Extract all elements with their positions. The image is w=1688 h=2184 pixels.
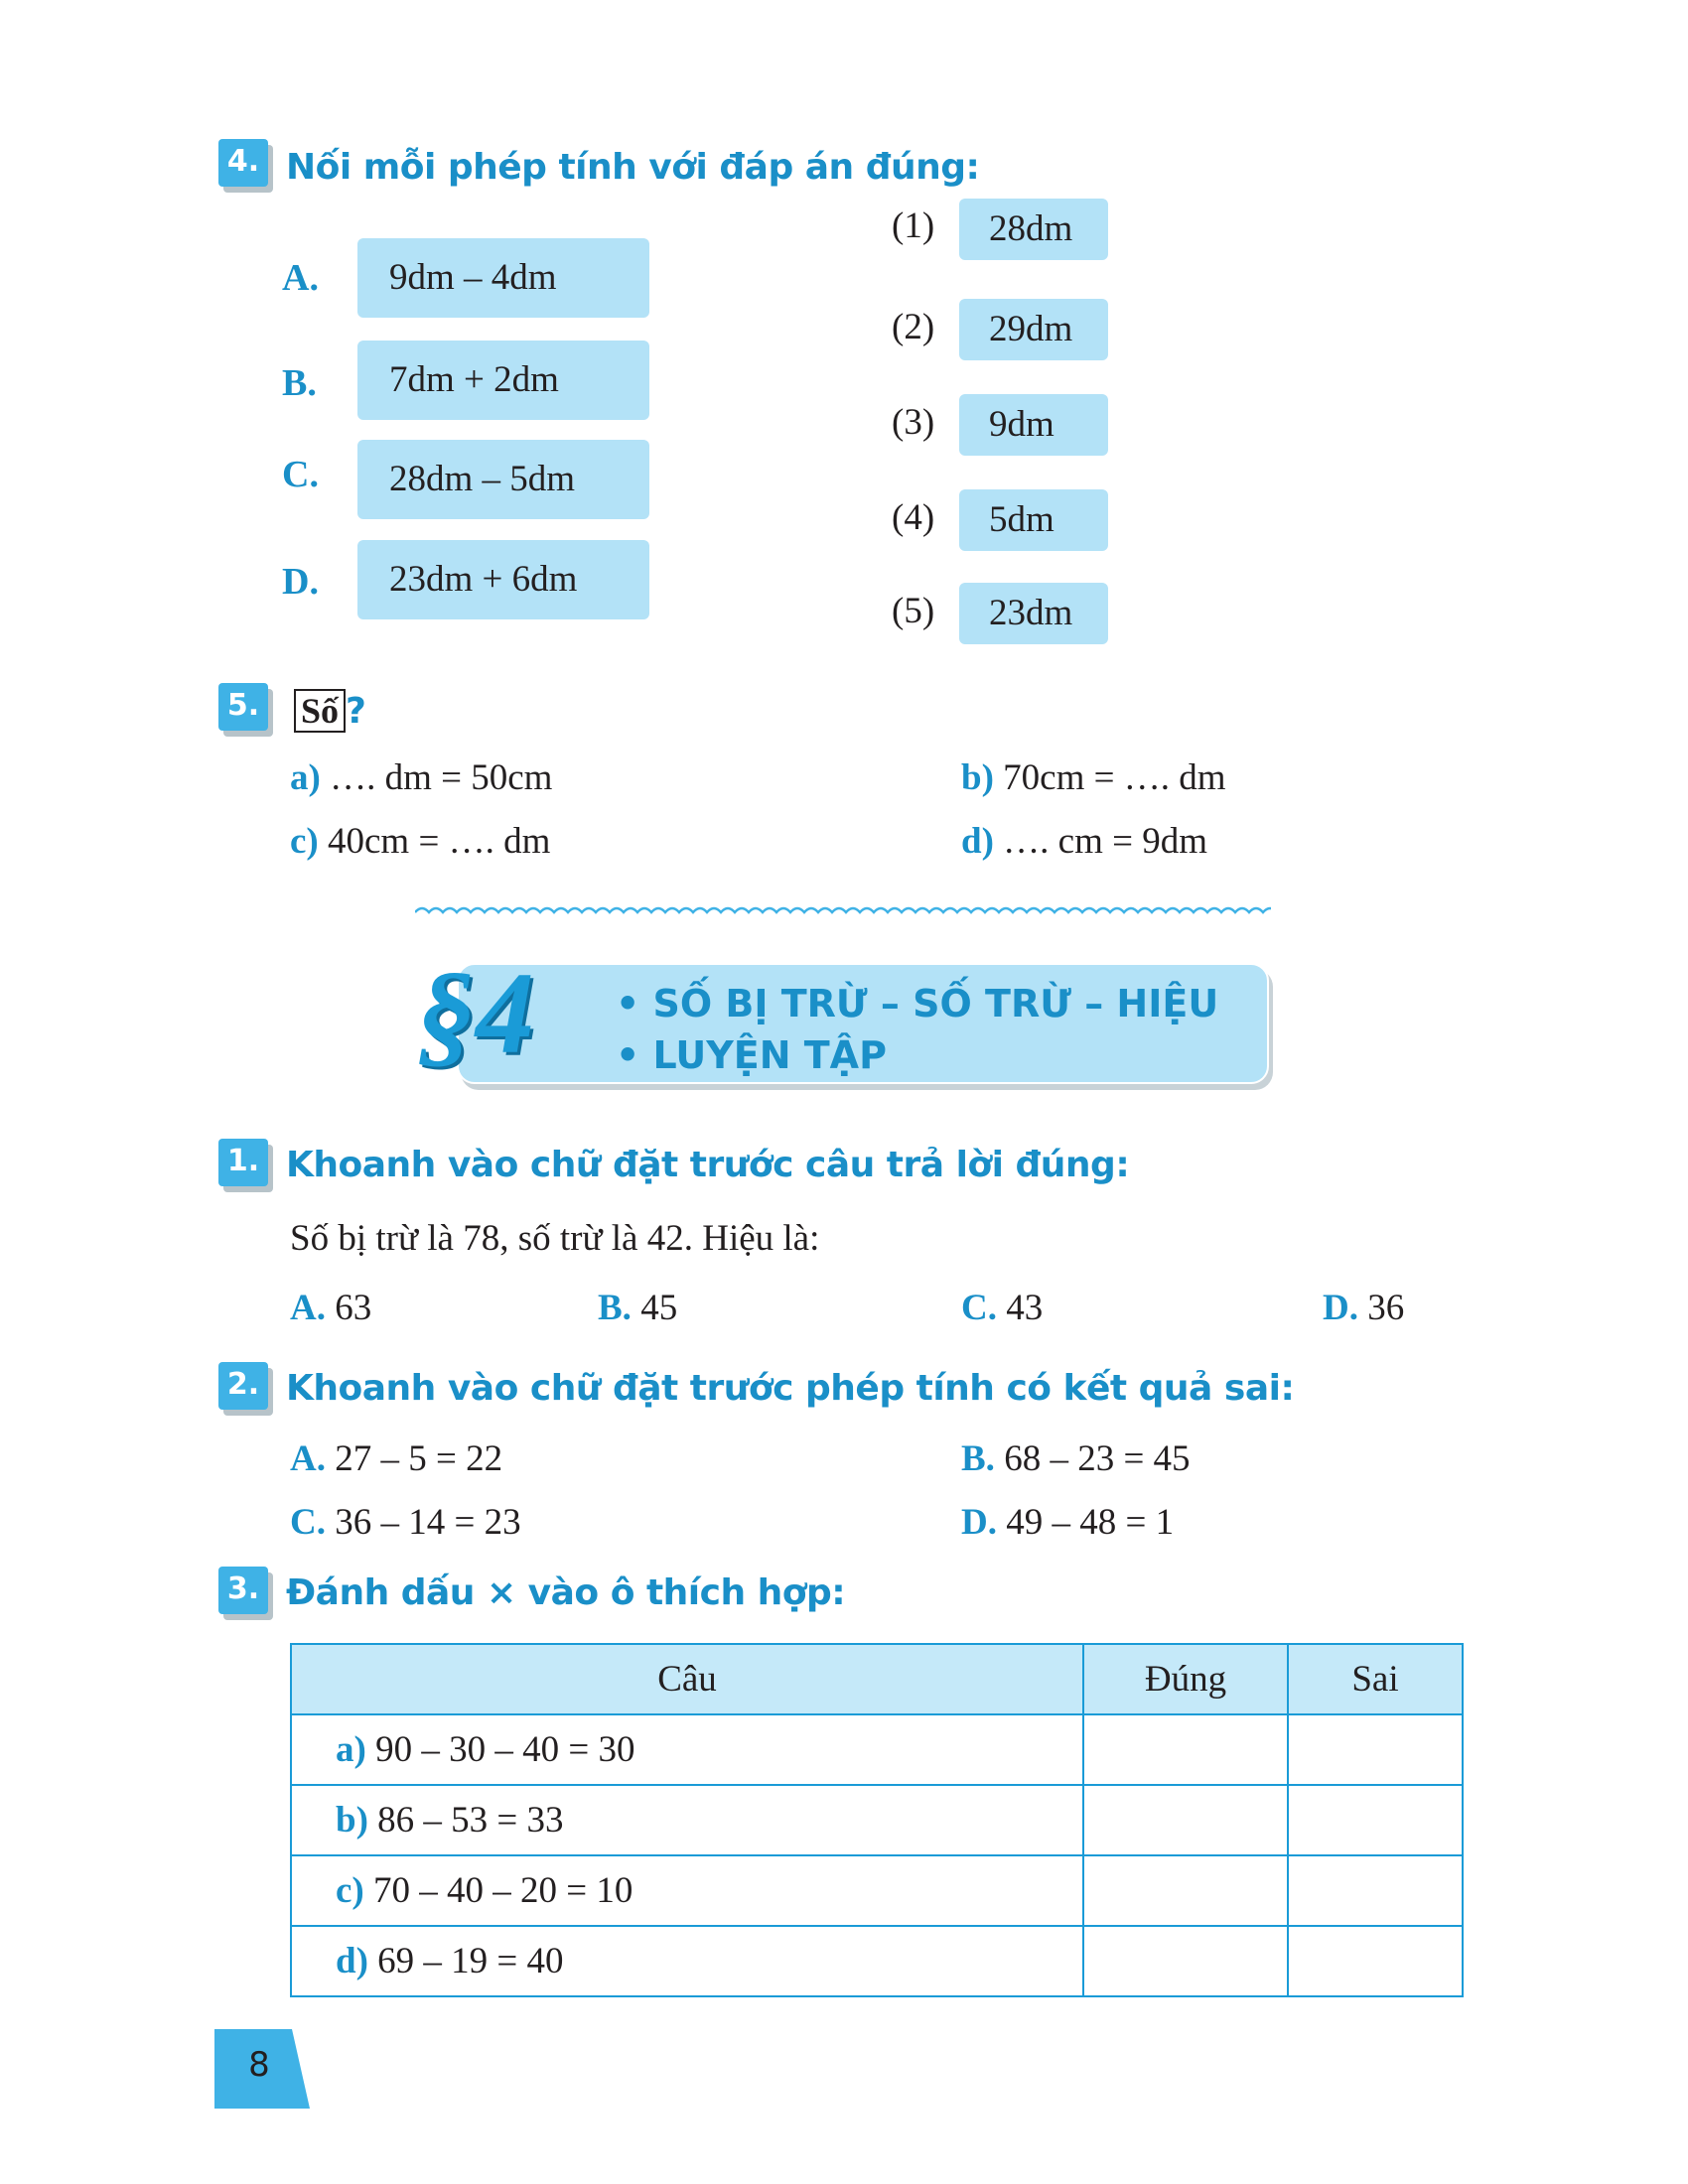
q1-option-b[interactable]: B. 45 bbox=[598, 1288, 678, 1328]
answer-box-4[interactable]: 5dm bbox=[959, 489, 1108, 551]
answer-box-3[interactable]: 9dm bbox=[959, 394, 1108, 456]
exercise-5-number: 5. bbox=[218, 683, 268, 731]
exercise-4-title: Nối mỗi phép tính với đáp án đúng: bbox=[286, 147, 980, 188]
expression-box-a[interactable]: 9dm – 4dm bbox=[357, 238, 649, 318]
fill-item-b: b) 70cm = …. dm bbox=[961, 757, 1226, 798]
answer-index-5: (5) bbox=[892, 591, 935, 631]
q2-option-c[interactable]: C. 36 – 14 = 23 bbox=[290, 1502, 521, 1543]
question-3-title: Đánh dấu × vào ô thích hợp: bbox=[286, 1572, 846, 1613]
q1-option-d[interactable]: D. 36 bbox=[1323, 1288, 1405, 1328]
header-cau: Câu bbox=[291, 1644, 1083, 1714]
row-question: d) 69 – 19 = 40 bbox=[291, 1926, 1083, 1996]
section-title-line-1: • SỐ BỊ TRỪ – SỐ TRỪ – HIỆU bbox=[616, 982, 1219, 1025]
cell-dung[interactable] bbox=[1083, 1714, 1288, 1785]
question-1-title: Khoanh vào chữ đặt trước câu trả lời đúng: bbox=[286, 1145, 1130, 1185]
cell-dung[interactable] bbox=[1083, 1926, 1288, 1996]
table-row bbox=[291, 1855, 1463, 1926]
fill-item-c: c) 40cm = …. dm bbox=[290, 821, 551, 862]
answer-index-2: (2) bbox=[892, 307, 935, 347]
q1-option-a[interactable]: A. 63 bbox=[290, 1288, 372, 1328]
section-title-line-2: • LUYỆN TẬP bbox=[616, 1033, 887, 1077]
answer-box-5[interactable]: 23dm bbox=[959, 583, 1108, 644]
q2-option-a[interactable]: A. 27 – 5 = 22 bbox=[290, 1438, 503, 1479]
option-letter-c: C. bbox=[282, 454, 319, 495]
question-1-number: 1. bbox=[218, 1139, 268, 1186]
expression-box-c[interactable]: 28dm – 5dm bbox=[357, 440, 649, 519]
cell-sai[interactable] bbox=[1288, 1714, 1463, 1785]
answer-index-3: (3) bbox=[892, 402, 935, 443]
q2-option-d[interactable]: D. 49 – 48 = 1 bbox=[961, 1502, 1175, 1543]
table-row bbox=[291, 1714, 1463, 1785]
answer-index-4: (4) bbox=[892, 497, 935, 538]
q1-option-c[interactable]: C. 43 bbox=[961, 1288, 1044, 1328]
boxed-word: Số bbox=[294, 689, 346, 733]
table-row bbox=[291, 1785, 1463, 1855]
header-dung: Đúng bbox=[1083, 1644, 1288, 1714]
table-header-row bbox=[291, 1644, 1463, 1714]
option-letter-b: B. bbox=[282, 362, 317, 404]
answer-box-1[interactable]: 28dm bbox=[959, 199, 1108, 260]
row-question: b) 86 – 53 = 33 bbox=[291, 1785, 1083, 1855]
expression-box-d[interactable]: 23dm + 6dm bbox=[357, 540, 649, 619]
answer-table bbox=[290, 1643, 1464, 1997]
header-sai: Sai bbox=[1288, 1644, 1463, 1714]
question-1-stem: Số bị trừ là 78, số trừ là 42. Hiệu là: bbox=[290, 1218, 820, 1259]
cell-sai[interactable] bbox=[1288, 1785, 1463, 1855]
question-mark: ? bbox=[346, 691, 366, 732]
cell-sai[interactable] bbox=[1288, 1855, 1463, 1926]
table-row bbox=[291, 1926, 1463, 1996]
answer-box-2[interactable]: 29dm bbox=[959, 299, 1108, 360]
row-question: c) 70 – 40 – 20 = 10 bbox=[291, 1855, 1083, 1926]
page-number: 8 bbox=[248, 2045, 270, 2085]
answer-index-1: (1) bbox=[892, 205, 935, 246]
cell-dung[interactable] bbox=[1083, 1855, 1288, 1926]
fill-item-d: d) …. cm = 9dm bbox=[961, 821, 1208, 862]
q2-option-b[interactable]: B. 68 – 23 = 45 bbox=[961, 1438, 1191, 1479]
cell-dung[interactable] bbox=[1083, 1785, 1288, 1855]
option-letter-a: A. bbox=[282, 257, 319, 299]
question-3-number: 3. bbox=[218, 1567, 268, 1614]
section-symbol: §4 bbox=[417, 948, 534, 1078]
expression-box-b[interactable]: 7dm + 2dm bbox=[357, 341, 649, 420]
row-question: a) 90 – 30 – 40 = 30 bbox=[291, 1714, 1083, 1785]
question-2-number: 2. bbox=[218, 1362, 268, 1410]
exercise-4-number: 4. bbox=[218, 139, 268, 187]
exercise-5-title bbox=[294, 689, 366, 733]
cell-sai[interactable] bbox=[1288, 1926, 1463, 1996]
section-title bbox=[616, 978, 1218, 1081]
wavy-divider bbox=[415, 901, 1271, 923]
option-letter-d: D. bbox=[282, 561, 319, 603]
question-2-title: Khoanh vào chữ đặt trước phép tính có kết quả sai: bbox=[286, 1368, 1295, 1409]
fill-item-a: a) …. dm = 50cm bbox=[290, 757, 553, 798]
